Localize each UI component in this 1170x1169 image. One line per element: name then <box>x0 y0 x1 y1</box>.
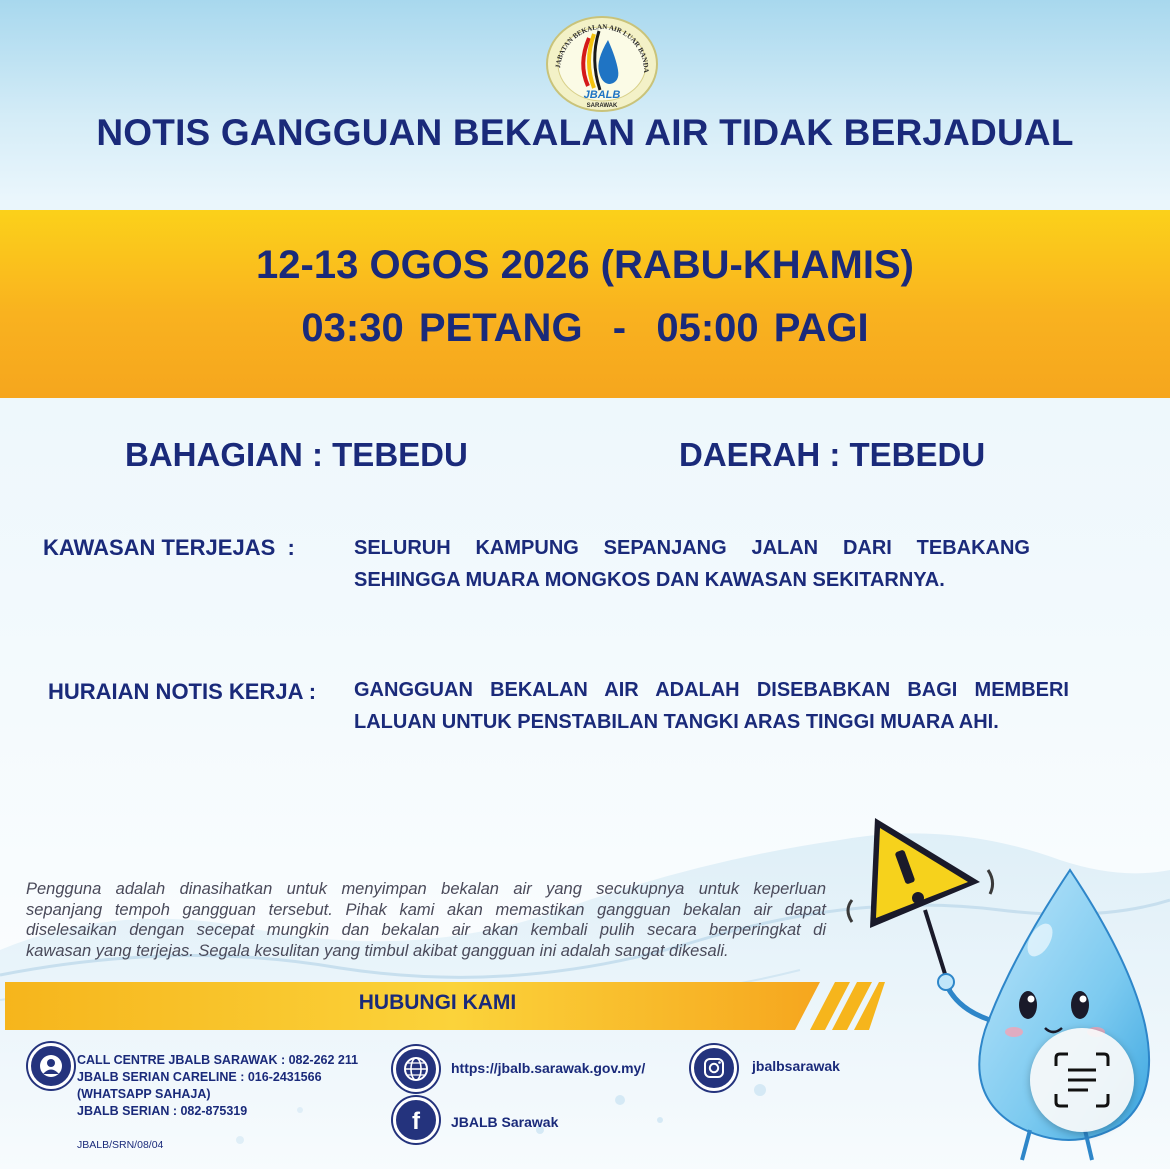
kawasan-label-text: KAWASAN TERJEJAS : <box>43 535 295 560</box>
instagram-icon <box>691 1045 737 1091</box>
kawasan-line-1: SELURUH KAMPUNG SEPANJANG JALAN DARI TEBAKANG <box>354 537 1030 559</box>
contact-title: HUBUNGI KAMI <box>358 991 517 1014</box>
whatsapp-text: (WHATSAPP SAHAJA) <box>77 1087 211 1101</box>
instagram-link[interactable]: jbalbsarawak <box>752 1058 840 1074</box>
person-icon <box>28 1043 74 1089</box>
advice-line-2: sepanjang tempoh gangguan tersebut. Pihak kami akan memastikan gangguan bekalan air dapat <box>26 900 826 919</box>
huraian-description <box>354 674 1069 738</box>
facebook-icon <box>393 1097 439 1143</box>
daerah-label: DAERAH : TEBEDU <box>679 436 986 473</box>
notice-title: NOTIS GANGGUAN BEKALAN AIR TIDAK BERJADUAL <box>96 112 1074 153</box>
advice-line-4: kawasan yang terjejas. Segala kesulitan yang timbul akibat gangguan ini adalah sangat dikesali. <box>26 941 729 960</box>
scan-text-icon <box>1030 1028 1134 1132</box>
schedule-band <box>0 210 1170 398</box>
schedule-time <box>0 306 1170 351</box>
advice-line-1: Pengguna adalah dinasihatkan untuk menyimpan bekalan air yang secukupnya untuk keperluan <box>26 880 826 898</box>
huraian-line-2: LALUAN UNTUK PENSTABILAN TANGKI ARAS TINGGI MUARA AHI. <box>354 711 999 733</box>
schedule-time-text: 03:30 PETANG - 05:00 PAGI <box>301 306 869 350</box>
schedule-date: 12-13 OGOS 2026 (RABU-KHAMIS) <box>256 243 914 287</box>
globe-icon <box>393 1046 439 1092</box>
scan-text-button[interactable] <box>1030 1028 1134 1132</box>
call-centre-text: CALL CENTRE JBALB SARAWAK : 082-262 211 <box>77 1053 359 1067</box>
jbalb-logo <box>544 16 660 114</box>
huraian-label: HURAIAN NOTIS KERJA : <box>48 679 317 704</box>
logo-text-bottom: SARAWAK <box>586 103 618 109</box>
careline-text: JBALB SERIAN CARELINE : 016-2431566 <box>77 1070 322 1084</box>
kawasan-label <box>43 535 295 561</box>
kawasan-line-2: SEHINGGA MUARA MONGKOS DAN KAWASAN SEKITARNYA. <box>354 569 945 591</box>
serian-phone-text: JBALB SERIAN : 082-875319 <box>77 1104 248 1118</box>
facebook-link[interactable]: JBALB Sarawak <box>451 1114 559 1130</box>
huraian-line-1: GANGGUAN BEKALAN AIR ADALAH DISEBABKAN BAGI MEMBERI <box>354 679 1069 701</box>
bahagian-label: BAHAGIAN : TEBEDU <box>125 436 468 473</box>
kawasan-description <box>354 532 1030 596</box>
advice-line-3: diselesaikan dengan secepat mungkin dan bekalan air akan kembali pulih secara berperingkat di <box>26 921 826 939</box>
logo-text-top: JABATAN BEKALAN AIR LUAR BANDA <box>554 22 651 73</box>
svg-text:f: f <box>412 1108 420 1135</box>
logo-abbrev: JBALB <box>583 89 621 101</box>
website-link[interactable]: https://jbalb.sarawak.gov.my/ <box>451 1060 646 1076</box>
reference-code: JBALB/SRN/08/04 <box>77 1139 164 1151</box>
advice-paragraph <box>26 879 826 961</box>
